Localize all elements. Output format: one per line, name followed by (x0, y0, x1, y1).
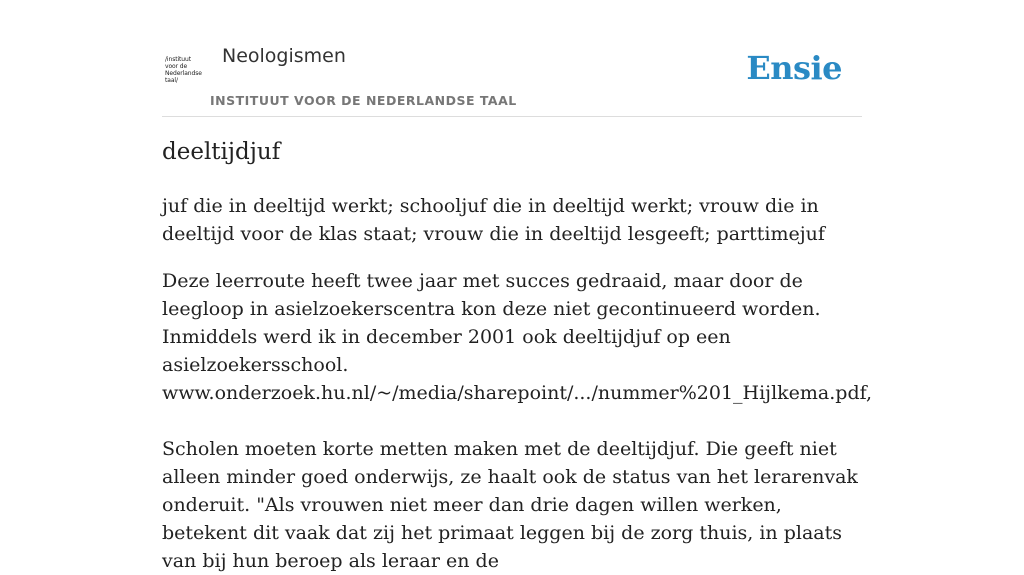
quotes-list (162, 267, 873, 575)
entry-term: deeltijdjuf (162, 139, 281, 165)
logo-line: /instituut (165, 56, 191, 63)
logo-line: Nederlandse (165, 70, 202, 77)
quote-source: www.onderzoek.hu.nl/~/media/sharepoint/.../nummer%201_Hijlkema.pdf, (162, 382, 873, 404)
header (162, 0, 862, 117)
institute-name: INSTITUUT VOOR DE NEDERLANDSE TAAL (210, 93, 517, 108)
logo-line: voor de (165, 63, 188, 70)
quote-item (162, 435, 862, 575)
ensie-logo[interactable]: Ensie (746, 49, 842, 87)
ivdnt-logo[interactable] (165, 56, 207, 90)
site-title-link[interactable]: Neologismen (222, 45, 346, 67)
logo-line: taal/ (165, 77, 178, 84)
entry-definition: juf die in deeltijd werkt; schooljuf die in deeltijd werkt; vrouw die in deeltijd voor de klas staat; vrouw die in deeltijd lesgeeft; parttimejuf (162, 195, 825, 245)
quote-item (162, 267, 873, 407)
quote-text: Scholen moeten korte metten maken met de deeltijdjuf. Die geeft niet alleen minder goed onderwijs, ze haalt ook de status van het lerarenvak onderuit. "Als vrouwen niet meer dan drie dagen willen werken, betekent dit vaak dat zij het primaat leggen bij de zorg thuis, in plaats van bij hun beroep als leraar en de (162, 438, 858, 572)
page (162, 0, 873, 572)
quote-text: Deze leerroute heeft twee jaar met succes gedraaid, maar door de leegloop in asielzoekerscentra kon deze niet gecontinueerd worden. Inmiddels werd ik in december 2001 ook deeltijdjuf op een asielzoekersschool. (162, 270, 821, 376)
